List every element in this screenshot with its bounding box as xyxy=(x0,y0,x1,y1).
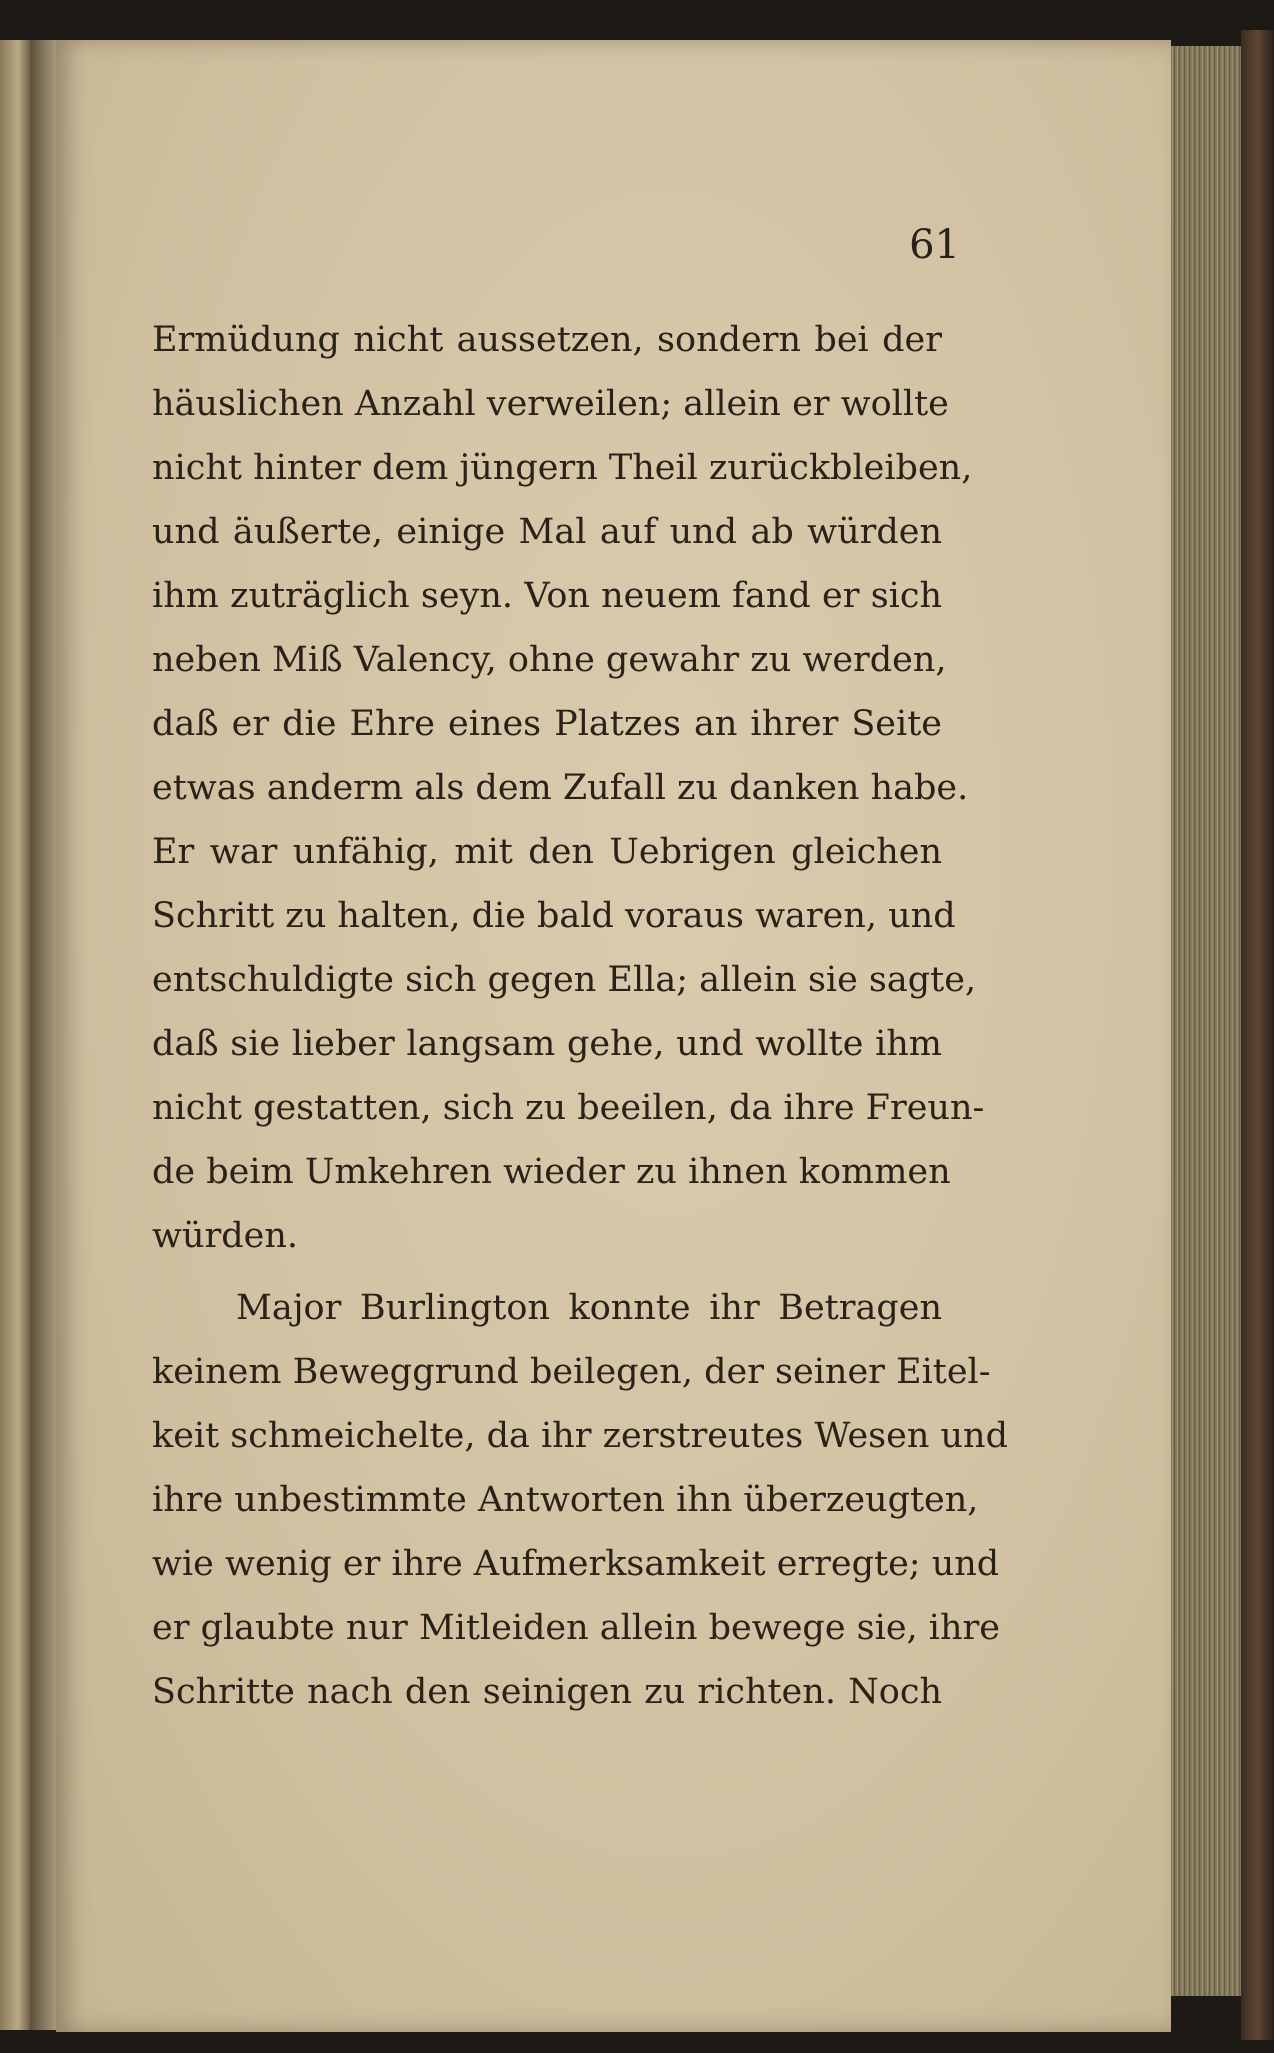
text-line: würden. xyxy=(152,1216,299,1256)
page-number: 61 xyxy=(909,222,960,268)
text-line: de beim Umkehren wieder zu ihnen kommen xyxy=(152,1152,951,1192)
text-line: etwas anderm als dem Zufall zu danken habe. xyxy=(152,768,969,808)
text-line: entschuldigte sich gegen Ella; allein sie sagte, xyxy=(152,960,977,1000)
text-line: daß er die Ehre eines Platzes an ihrer Seite xyxy=(152,704,942,744)
facing-page-edge xyxy=(0,40,30,2030)
text-line: nicht hinter dem jüngern Theil zurückbleiben, xyxy=(152,448,973,488)
text-line: Major Burlington konnte ihr Betragen xyxy=(236,1288,942,1328)
text-line: daß sie lieber langsam gehe, und wollte ihm xyxy=(152,1024,942,1064)
page-block-edges xyxy=(1171,46,1241,1996)
text-line: ihm zuträglich seyn. Von neuem fand er sich xyxy=(152,576,942,616)
text-line: neben Miß Valency, ohne gewahr zu werden, xyxy=(152,640,947,680)
text-line: ihre unbestimmte Antworten ihn überzeugten, xyxy=(152,1480,979,1520)
text-line: wie wenig er ihre Aufmerksamkeit erregte; und xyxy=(152,1544,1000,1584)
text-line: er glaubte nur Mitleiden allein bewege sie, ihre xyxy=(152,1608,1000,1648)
book-gutter xyxy=(30,40,56,2030)
text-line: keit schmeichelte, da ihr zerstreutes Wesen und xyxy=(152,1416,1008,1456)
body-text xyxy=(152,308,1008,1724)
text-line: Schritt zu halten, die bald voraus waren, und xyxy=(152,896,956,936)
text-line: Er war unfähig, mit den Uebrigen gleichen xyxy=(152,832,942,872)
text-line: nicht gestatten, sich zu beeilen, da ihre Freun- xyxy=(152,1088,985,1128)
text-line: keinem Beweggrund beilegen, der seiner Eitel- xyxy=(152,1352,991,1392)
text-line: Schritte nach den seinigen zu richten. Noch xyxy=(152,1672,942,1712)
book-cover-edge xyxy=(1241,30,1274,2040)
text-line: Ermüdung nicht aussetzen, sondern bei der xyxy=(152,320,942,360)
text-line: und äußerte, einige Mal auf und ab würden xyxy=(152,512,942,552)
text-line: häuslichen Anzahl verweilen; allein er wollte xyxy=(152,384,949,424)
